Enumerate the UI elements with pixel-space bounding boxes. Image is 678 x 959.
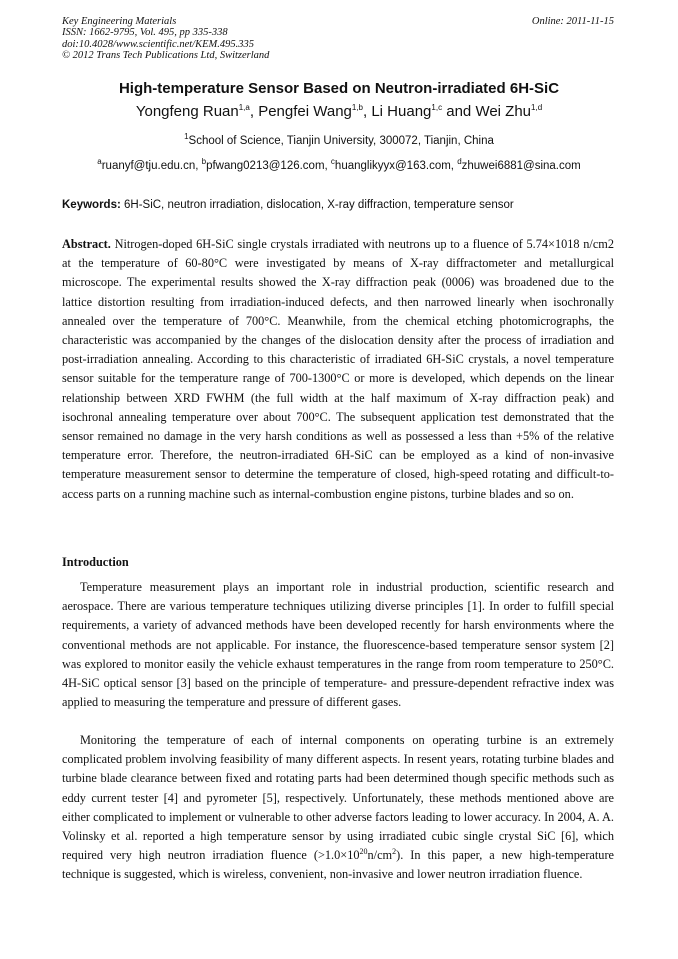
keywords-text: 6H-SiC, neutron irradiation, dislocation, X-ray diffraction, temperature sensor <box>124 199 514 211</box>
copyright-line: © 2012 Trans Tech Publications Ltd, Switzerland <box>62 50 270 62</box>
doi-line: doi:10.4028/www.scientific.net/KEM.495.335 <box>62 38 254 50</box>
email-text: pfwang0213@126.com, <box>206 160 331 172</box>
affiliation-sup: 1 <box>184 132 189 142</box>
intro-paragraph-2 <box>62 731 614 885</box>
abstract-text: Nitrogen-doped 6H-SiC single crystals irradiated with neutrons up to a fluence of 5.74×1018 n/cm2 at the temperature of 60-80°C were investigated by means of X-ray diffractometer and metallurgical microscope. The experimental results showed the X-ray diffraction peak (0006) was broadened due to the lattice distortion resulting from irradiation-induced defects, and then narrowed linearly when isochronally annealed over the temperature of 700°C. Meanwhile, from the chemical etching photomicrographs, the characteristic was accompanied by the changes of the dislocation density after the process of irradiation and post-irradiation annealing. According to this characteristic of irradiated 6H-SiC crystals, a novel temperature sensor suitable for the temperature range of 700-1300°C or more is developed, which depends on the linear relationship between XRD FWHM (the full width at the half maximum of X-ray diffraction peak) and isochronal annealing temperature over about 700°C. The subsequent application test demonstrated that the sensor remained no damage in the very harsh conditions as well as possessed a less than +5% of the relative temperature error. Therefore, the neutron-irradiated 6H-SiC can be employed as a kind of non-invasive temperature measurement sensor to determine the temperature of closed, high-speed rotating and difficult-to-access parts on a running machine such as internal-combustion engine pistons, turbine blades and so on. <box>62 237 614 501</box>
keywords-label: Keywords: <box>62 199 121 211</box>
author-sup: 1,d <box>531 103 543 112</box>
journal-name: Key Engineering Materials <box>62 16 177 27</box>
author-sup: 1,c <box>431 103 443 112</box>
issn-line: ISSN: 1662-9795, Vol. 495, pp 335-338 <box>62 27 228 39</box>
intro-p2-sup-exponent: 20 <box>359 847 368 857</box>
intro-p2-sup-unit: 2 <box>392 847 397 857</box>
author-separator: , <box>249 103 259 120</box>
email-sup: c <box>330 157 335 167</box>
abstract-label: Abstract. <box>62 237 111 251</box>
author-name: Li Huang <box>371 103 432 120</box>
abstract <box>62 235 614 504</box>
affiliation <box>0 132 678 147</box>
email-text: zhuwei6881@sina.com <box>461 160 581 172</box>
intro-p2-end: ). In this paper, a new high-temperature technique is suggested, which is wireless, convenient, non-invasive and lower neutron irradiation fluence. <box>62 848 614 882</box>
author-name: Wei Zhu <box>475 103 532 120</box>
author-sup: 1,b <box>351 103 363 112</box>
affiliation-text: School of Science, Tianjin University, 300072, Tianjin, China <box>188 135 494 147</box>
author-sup: 1,a <box>238 103 250 112</box>
journal-meta <box>62 16 269 62</box>
email-sup: d <box>457 157 462 167</box>
intro-p2-text: Monitoring the temperature of each of internal components on operating turbine is an extremely complicated problem involving feasibility of many different aspects. In resent years, rotating turbine blades and turbine blade clearance between fixed and rotating parts had been determined though specific methods such as eddy current tester [4] and pyrometer [5], respectively. Unfortunately, these methods mentioned above are either complicated to implement or vulnerable to other adverse factors leading to lower accuracy. In 2004, A. A. Volinsky et al. reported a high temperature sensor by using irradiated cubic single crystal SiC [6], which required very high neutron irradiation fluence (>1.0×10 <box>62 733 614 863</box>
email-text: huanglikyyx@163.com, <box>334 160 458 172</box>
author-list <box>0 103 678 120</box>
author-name: Yongfeng Ruan <box>135 103 239 120</box>
author-name: Pengfei Wang <box>258 103 352 120</box>
intro-p2-unit: n/cm <box>367 848 393 863</box>
email-list <box>0 157 678 172</box>
intro-paragraph-1: Temperature measurement plays an important role in industrial production, scientific research and aerospace. There are various temperature techniques utilizing diverse principles [1]. In order to fulfill special requirements, a variety of advanced methods have been developed recently for harsh environments where the conventional methods are not applicable. For instance, the fluorescence-based temperature sensor system [2] was explored to monitor easily the vehicle exhaust temperatures in the range from room temperature to 250°C. 4H-SiC optical sensor [3] based on the principle of temperature- and pressure-dependent refractive index was applied to measuring the temperature and pressure of different gases. <box>62 580 614 710</box>
author-separator: and <box>442 103 476 120</box>
email-text: ruanyf@tju.edu.cn, <box>101 160 202 172</box>
email-sup: a <box>97 157 102 167</box>
section-heading-introduction: Introduction <box>62 555 129 569</box>
keywords <box>62 199 514 211</box>
online-date: Online: 2011-11-15 <box>531 16 614 27</box>
email-sup: b <box>201 157 207 167</box>
author-separator: , <box>363 103 372 120</box>
paper-title: High-temperature Sensor Based on Neutron-irradiated 6H-SiC <box>118 80 560 97</box>
